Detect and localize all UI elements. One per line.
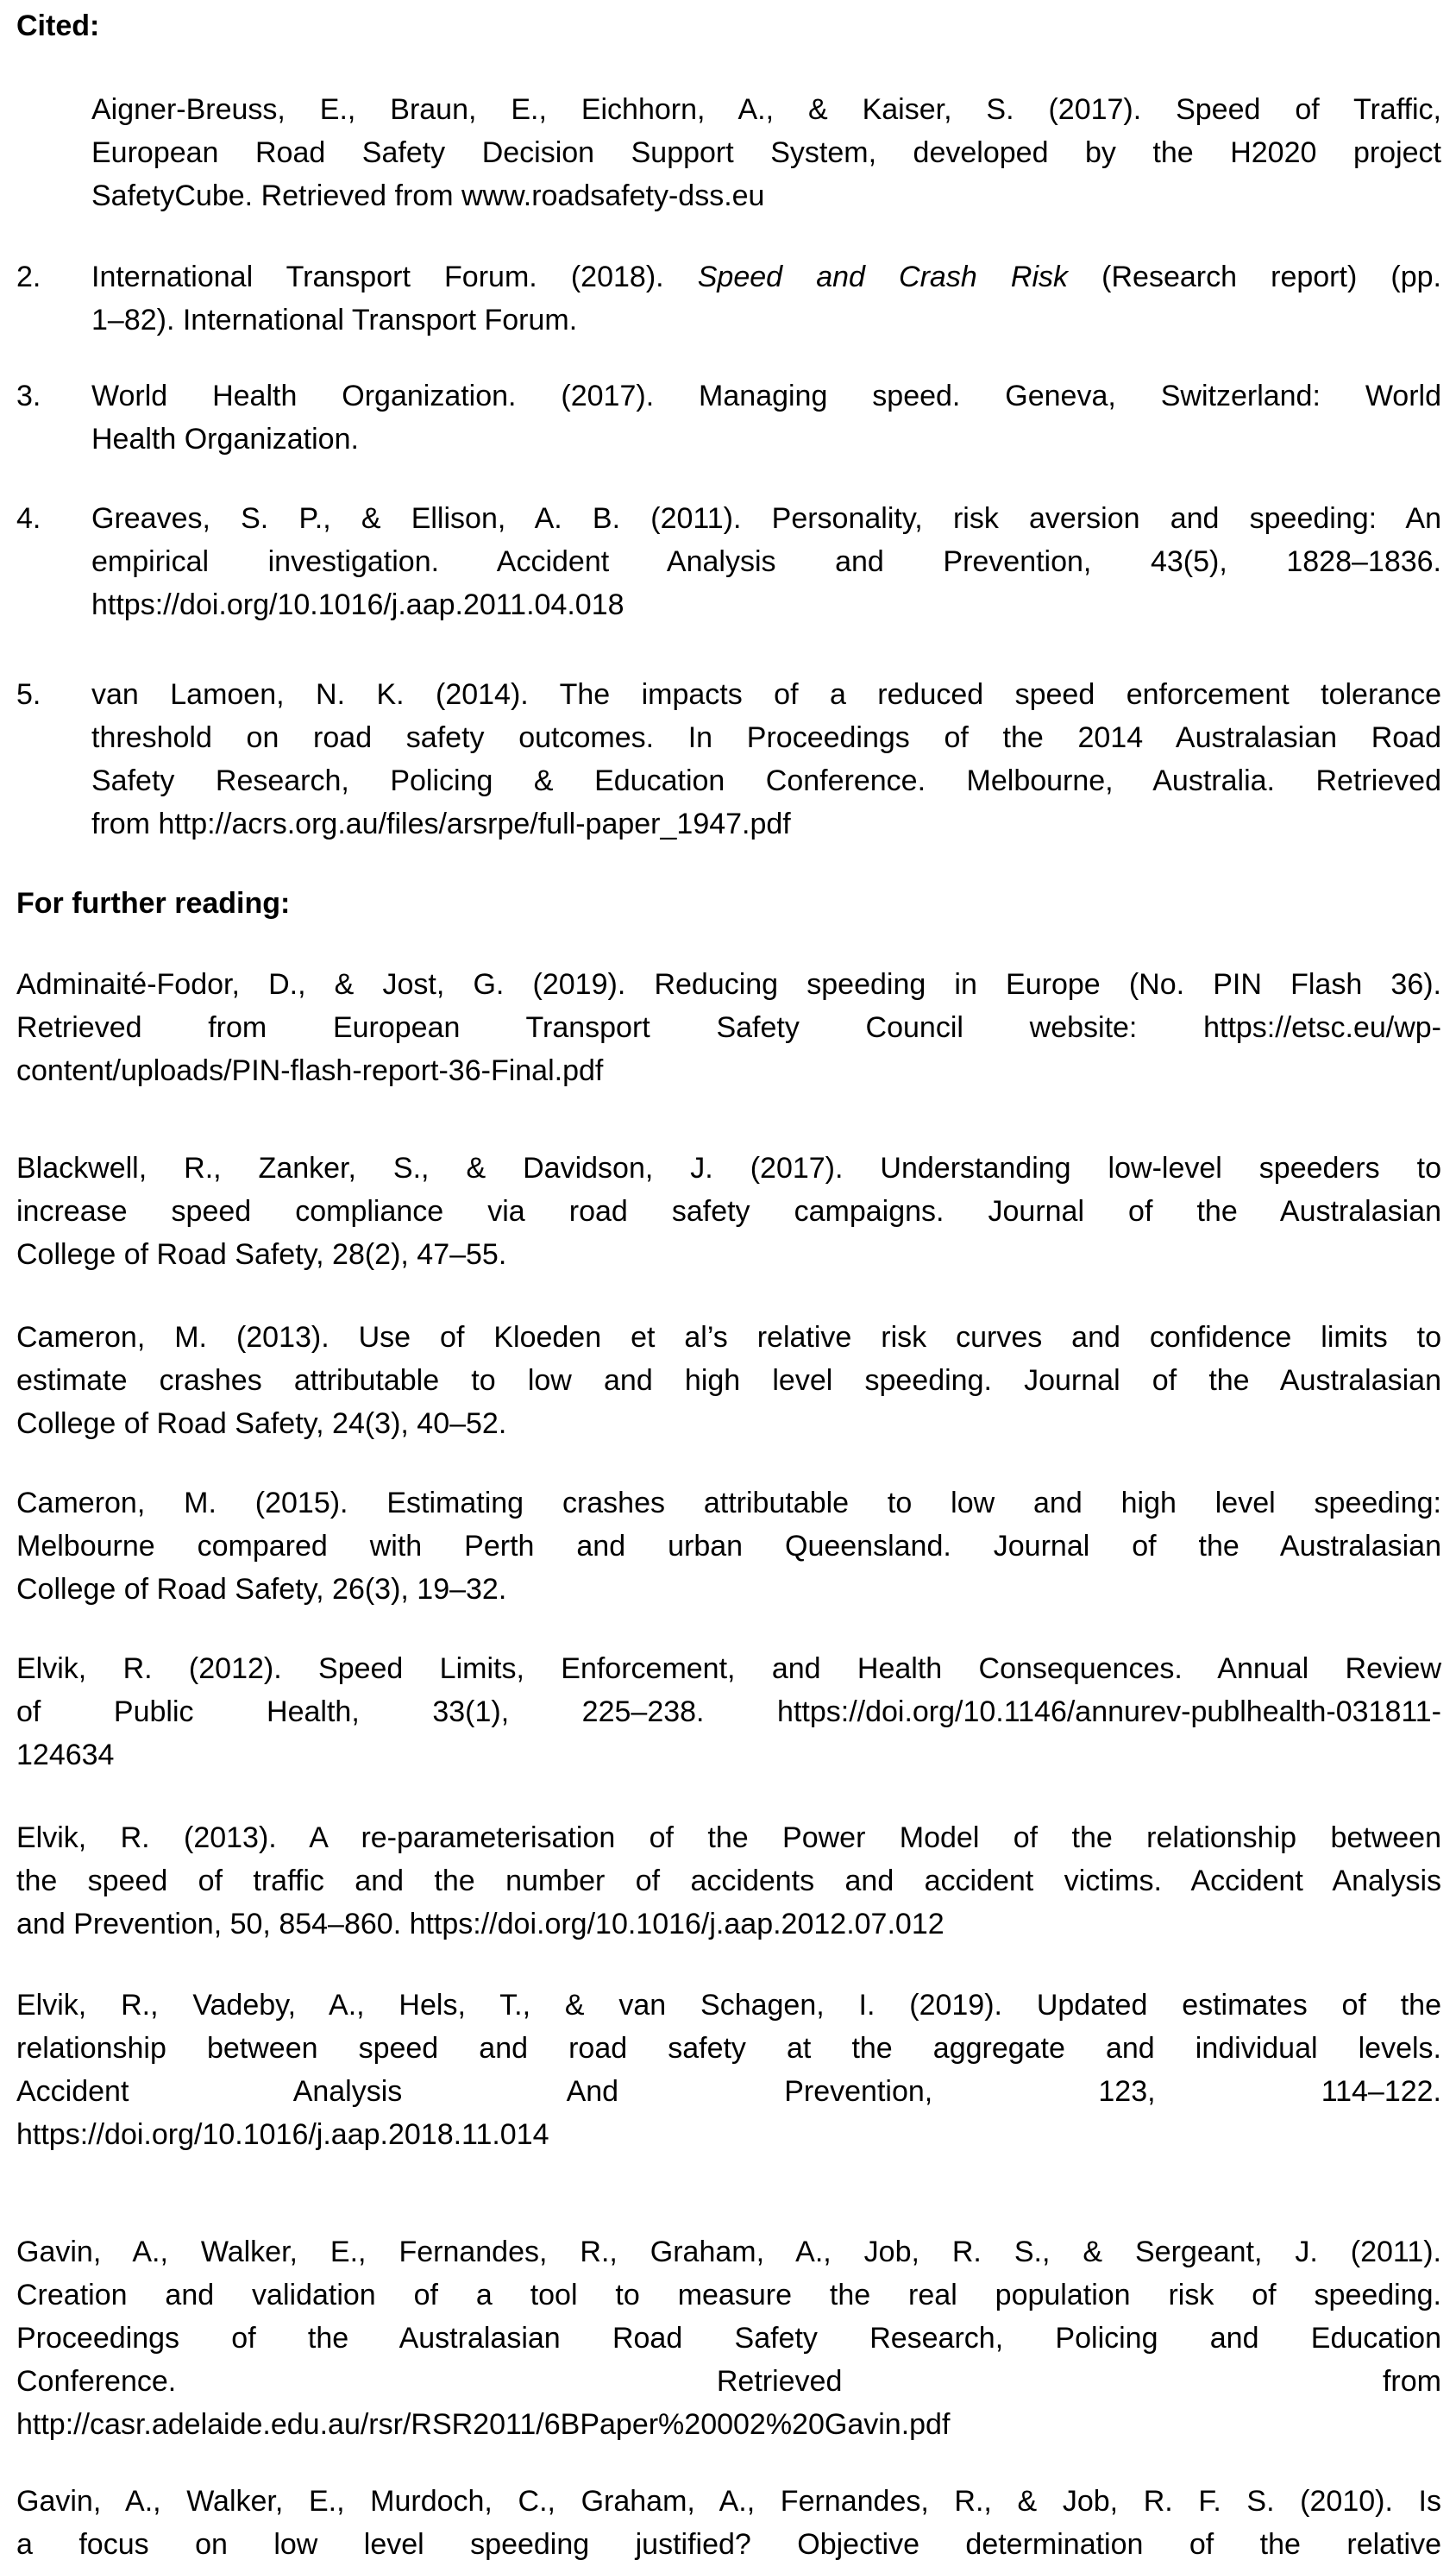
reference-line: Creation and validation of a tool to measure the real population risk of speeding. bbox=[16, 2279, 1441, 2311]
reference-line: the speed of traffic and the number of accidents and accident victims. Accident Analysis bbox=[16, 1865, 1441, 1897]
reference-line: van Lamoen, N. K. (2014). The impacts of a reduced speed enforcement tolerance bbox=[91, 678, 1441, 711]
reference-line: World Health Organization. (2017). Managing speed. Geneva, Switzerland: World bbox=[91, 380, 1441, 412]
reference-line: and Prevention, 50, 854–860. https://doi.org/10.1016/j.aap.2012.07.012 bbox=[16, 1908, 945, 1940]
reference-entry bbox=[16, 1647, 1441, 1777]
reference-entry bbox=[16, 2230, 1441, 2446]
reference-line: College of Road Safety, 24(3), 40–52. bbox=[16, 1407, 507, 1440]
reference-line: http://casr.adelaide.edu.au/rsr/RSR2011/6BPaper%20002%20Gavin.pdf bbox=[16, 2408, 951, 2441]
reference-line: Safety Research, Policing & Education Conference. Melbourne, Australia. Retrieved bbox=[91, 764, 1441, 797]
reference-number: 3. bbox=[16, 380, 41, 412]
reference-text: International Transport Forum. (2018). bbox=[91, 261, 698, 293]
reference-number: 4. bbox=[16, 502, 41, 535]
italic-title: Speed and Crash Risk bbox=[697, 261, 1069, 293]
reference-number: 5. bbox=[16, 678, 41, 711]
reference-entry bbox=[16, 1816, 1441, 1946]
reference-entry bbox=[16, 497, 1441, 626]
reference-entry bbox=[16, 1316, 1441, 1445]
reference-line: Health Organization. bbox=[91, 423, 359, 456]
reference-line: Elvik, R., Vadeby, A., Hels, T., & van Schagen, I. (2019). Updated estimates of the bbox=[16, 1989, 1441, 2022]
reference-line: Retrieved from European Transport Safety Council website: https://etsc.eu/wp- bbox=[16, 1011, 1441, 1044]
reference-entry bbox=[16, 1147, 1441, 1276]
further-reading-heading: For further reading: bbox=[16, 887, 291, 920]
reference-entry bbox=[16, 2480, 1441, 2566]
reference-line: a focus on low level speeding justified? Objective determination of the relative bbox=[16, 2528, 1441, 2561]
reference-line: Gavin, A., Walker, E., Fernandes, R., Graham, A., Job, R. S., & Sergeant, J. (2011). bbox=[16, 2236, 1441, 2268]
reference-entry bbox=[16, 963, 1441, 1092]
reference-entry bbox=[16, 673, 1441, 846]
reference-line: Cameron, M. (2015). Estimating crashes attributable to low and high level speeding: bbox=[16, 1487, 1441, 1519]
reference-line: SafetyCube. Retrieved from www.roadsafety-dss.eu bbox=[91, 179, 765, 212]
reference-line: https://doi.org/10.1016/j.aap.2018.11.014 bbox=[16, 2118, 549, 2151]
reference-line: threshold on road safety outcomes. In Proceedings of the 2014 Australasian Road bbox=[91, 721, 1441, 754]
reference-line: 124634 bbox=[16, 1739, 115, 1771]
reference-text: (Research report) (pp. bbox=[1068, 261, 1442, 293]
reference-line: estimate crashes attributable to low and high level speeding. Journal of the Australasian bbox=[16, 1364, 1441, 1397]
reference-line: Accident Analysis And Prevention, 123, 114–122. bbox=[16, 2075, 1441, 2108]
reference-line: empirical investigation. Accident Analysis and Prevention, 43(5), 1828–1836. bbox=[91, 545, 1441, 578]
cited-heading: Cited: bbox=[16, 9, 100, 42]
reference-entry bbox=[16, 374, 1441, 461]
reference-line: Adminaité-Fodor, D., & Jost, G. (2019). Reducing speeding in Europe (No. PIN Flash 36). bbox=[16, 968, 1441, 1001]
reference-line: Proceedings of the Australasian Road Safety Research, Policing and Education bbox=[16, 2322, 1441, 2355]
reference-line: content/uploads/PIN-flash-report-36-Final.pdf bbox=[16, 1054, 604, 1087]
reference-line: College of Road Safety, 26(3), 19–32. bbox=[16, 1573, 507, 1606]
reference-line: Conference. Retrieved from bbox=[16, 2365, 1441, 2398]
reference-entry bbox=[16, 1481, 1441, 1611]
reference-line: 1–82). International Transport Forum. bbox=[91, 304, 578, 336]
reference-number: 2. bbox=[16, 261, 41, 293]
reference-entry bbox=[91, 88, 1441, 217]
reference-line bbox=[91, 255, 1441, 299]
reference-line: Aigner-Breuss, E., Braun, E., Eichhorn, A., & Kaiser, S. (2017). Speed of Traffic, bbox=[91, 93, 1441, 126]
reference-line: European Road Safety Decision Support System, developed by the H2020 project bbox=[91, 136, 1441, 169]
reference-line: increase speed compliance via road safety campaigns. Journal of the Australasian bbox=[16, 1195, 1441, 1228]
reference-line: relationship between speed and road safety at the aggregate and individual levels. bbox=[16, 2032, 1441, 2065]
reference-line: College of Road Safety, 28(2), 47–55. bbox=[16, 1238, 507, 1271]
reference-line: Blackwell, R., Zanker, S., & Davidson, J. (2017). Understanding low-level speeders to bbox=[16, 1152, 1441, 1185]
reference-line: https://doi.org/10.1016/j.aap.2011.04.018 bbox=[91, 588, 624, 621]
reference-line: Cameron, M. (2013). Use of Kloeden et al’s relative risk curves and confidence limits to bbox=[16, 1321, 1441, 1354]
reference-line: Greaves, S. P., & Ellison, A. B. (2011). Personality, risk aversion and speeding: An bbox=[91, 502, 1441, 535]
reference-entry bbox=[16, 255, 1442, 342]
reference-line: Gavin, A., Walker, E., Murdoch, C., Graham, A., Fernandes, R., & Job, R. F. S. (2010). Is bbox=[16, 2485, 1441, 2518]
reference-line: Elvik, R. (2013). A re-parameterisation of the Power Model of the relationship between bbox=[16, 1821, 1441, 1854]
reference-line: Melbourne compared with Perth and urban Queensland. Journal of the Australasian bbox=[16, 1530, 1441, 1563]
reference-line: of Public Health, 33(1), 225–238. https://doi.org/10.1146/annurev-publhealth-031811- bbox=[16, 1695, 1441, 1728]
reference-line: from http://acrs.org.au/files/arsrpe/full-paper_1947.pdf bbox=[91, 808, 791, 840]
reference-entry bbox=[16, 1984, 1441, 2156]
reference-line: Elvik, R. (2012). Speed Limits, Enforcement, and Health Consequences. Annual Review bbox=[16, 1652, 1441, 1685]
